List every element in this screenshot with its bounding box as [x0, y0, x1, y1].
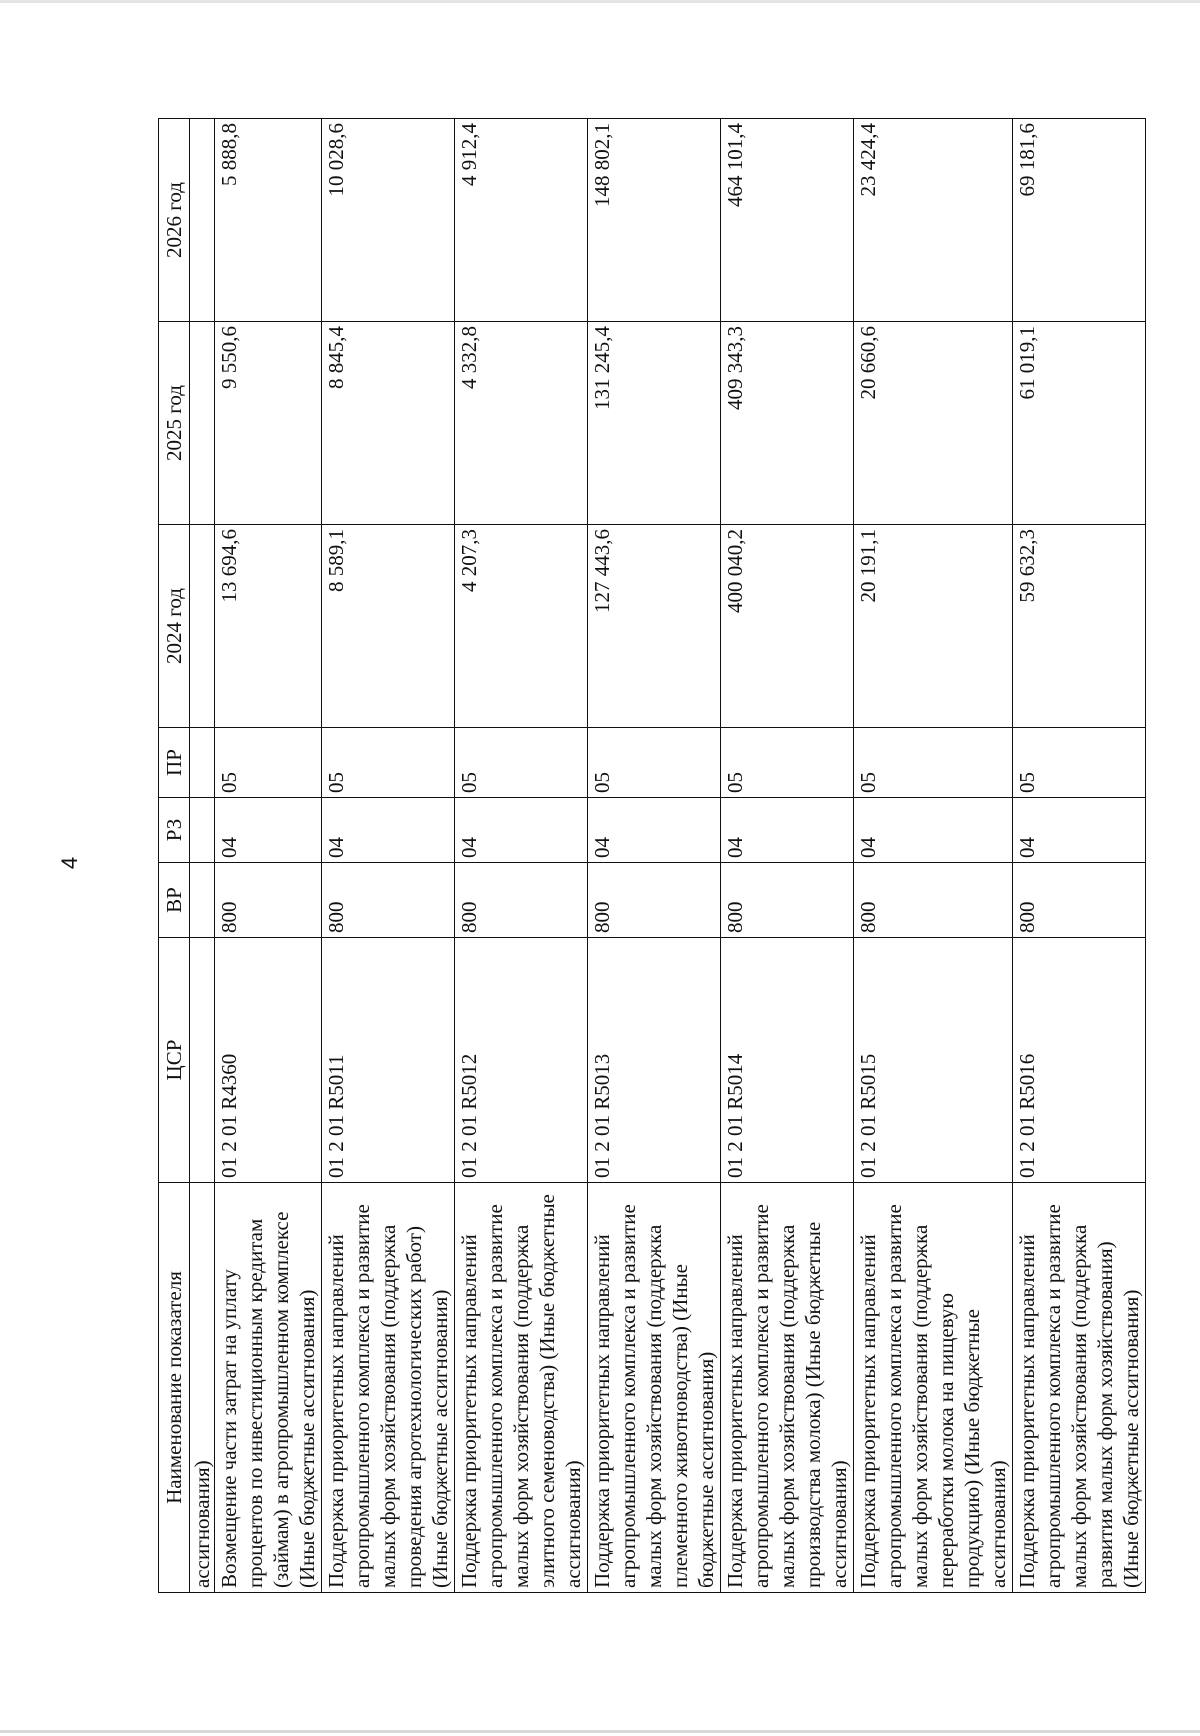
header-vr: ВР — [159, 863, 190, 938]
row-2025: 61 019,1 — [1013, 322, 1146, 525]
row-2024: 59 632,3 — [1013, 525, 1146, 728]
row-rz: 04 — [721, 798, 854, 863]
row-2024: 400 040,2 — [721, 525, 854, 728]
row-rz: 04 — [322, 798, 455, 863]
table-header-row — [159, 119, 190, 1593]
row-pr: 05 — [721, 728, 854, 798]
table-row — [588, 119, 721, 1593]
row-2024: 13 694,6 — [215, 525, 322, 728]
row-2024: 4 207,3 — [455, 525, 588, 728]
row-vr: 800 — [215, 863, 322, 938]
row-2025: 409 343,3 — [721, 322, 854, 525]
row-2024: 127 443,6 — [588, 525, 721, 728]
row-pr: 05 — [215, 728, 322, 798]
row-vr: 800 — [721, 863, 854, 938]
row-2025: 20 660,6 — [854, 322, 1013, 525]
row-rz: 04 — [455, 798, 588, 863]
row-2024: 20 191,1 — [854, 525, 1013, 728]
row-2024: 8 589,1 — [322, 525, 455, 728]
top-edge-line — [0, 0, 1200, 3]
continuation-text: ассигнования) — [190, 1183, 215, 1593]
header-csr: ЦСР — [159, 938, 190, 1183]
row-vr: 800 — [588, 863, 721, 938]
row-name: Поддержка приоритетных направлений агропромышленного комплекса и развитие малых форм хозяйствования (поддержка производства молока) (Иные бюджетные ассигнования) — [721, 1183, 854, 1593]
header-pr: ПР — [159, 728, 190, 798]
row-name: Поддержка приоритетных направлений агропромышленного комплекса и развитие малых форм хозяйствования (поддержка проведения агротехнологических работ) (Иные бюджетные ассигнования) — [322, 1183, 455, 1593]
row-rz: 04 — [1013, 798, 1146, 863]
row-vr: 800 — [322, 863, 455, 938]
row-2025: 9 550,6 — [215, 322, 322, 525]
row-2026: 148 802,1 — [588, 119, 721, 322]
row-vr: 800 — [455, 863, 588, 938]
row-vr: 800 — [1013, 863, 1146, 938]
row-csr: 01 2 01 R5012 — [455, 938, 588, 1183]
row-2026: 4 912,4 — [455, 119, 588, 322]
row-name: Поддержка приоритетных направлений агропромышленного комплекса и развитие малых форм хозяйствования (поддержка переработки молока на пищевую продукцию) (Иные бюджетные ассигнования) — [854, 1183, 1013, 1593]
page-number: 4 — [57, 856, 83, 870]
row-csr: 01 2 01 R5011 — [322, 938, 455, 1183]
row-name: Поддержка приоритетных направлений агропромышленного комплекса и развитие малых форм хозяйствования (поддержка развития малых форм хозяйствования) (Иные бюджетные ассигнования) — [1013, 1183, 1146, 1593]
row-rz: 04 — [215, 798, 322, 863]
row-2026: 69 181,6 — [1013, 119, 1146, 322]
row-vr: 800 — [854, 863, 1013, 938]
row-pr: 05 — [455, 728, 588, 798]
table-row — [1013, 119, 1146, 1593]
row-2025: 131 245,4 — [588, 322, 721, 525]
row-pr: 05 — [1013, 728, 1146, 798]
header-2024: 2024 год — [159, 525, 190, 728]
bottom-edge-line — [0, 1730, 1200, 1733]
row-2025: 4 332,8 — [455, 322, 588, 525]
header-2025: 2025 год — [159, 322, 190, 525]
rotated-page-content — [158, 118, 1143, 1593]
row-name: Поддержка приоритетных направлений агропромышленного комплекса и развитие малых форм хозяйствования (поддержка элитного семеноводства) (Иные бюджетные ассигнования) — [455, 1183, 588, 1593]
header-name: Наименование показателя — [159, 1183, 190, 1593]
table-row — [854, 119, 1013, 1593]
table-row — [322, 119, 455, 1593]
row-name: Возмещение части затрат на уплату процентов по инвестиционным кредитам (займам) в агропромышленном комплексе (Иные бюджетные ассигнования) — [215, 1183, 322, 1593]
row-2025: 8 845,4 — [322, 322, 455, 525]
row-pr: 05 — [588, 728, 721, 798]
row-pr: 05 — [322, 728, 455, 798]
table-row — [721, 119, 854, 1593]
header-2026: 2026 год — [159, 119, 190, 322]
row-csr: 01 2 01 R5013 — [588, 938, 721, 1183]
row-name: Поддержка приоритетных направлений агропромышленного комплекса и развитие малых форм хозяйствования (поддержка племенного животноводства) (Иные бюджетные ассигнования) — [588, 1183, 721, 1593]
table-row — [215, 119, 322, 1593]
budget-indicators-table — [158, 118, 1146, 1593]
header-rz: РЗ — [159, 798, 190, 863]
row-rz: 04 — [588, 798, 721, 863]
row-rz: 04 — [854, 798, 1013, 863]
row-2026: 23 424,4 — [854, 119, 1013, 322]
row-2026: 10 028,6 — [322, 119, 455, 322]
row-csr: 01 2 01 R5016 — [1013, 938, 1146, 1183]
row-2026: 464 101,4 — [721, 119, 854, 322]
table-row — [455, 119, 588, 1593]
row-csr: 01 2 01 R5014 — [721, 938, 854, 1183]
row-csr: 01 2 01 R5015 — [854, 938, 1013, 1183]
continuation-row — [190, 119, 215, 1593]
row-csr: 01 2 01 R4360 — [215, 938, 322, 1183]
row-2026: 5 888,8 — [215, 119, 322, 322]
row-pr: 05 — [854, 728, 1013, 798]
